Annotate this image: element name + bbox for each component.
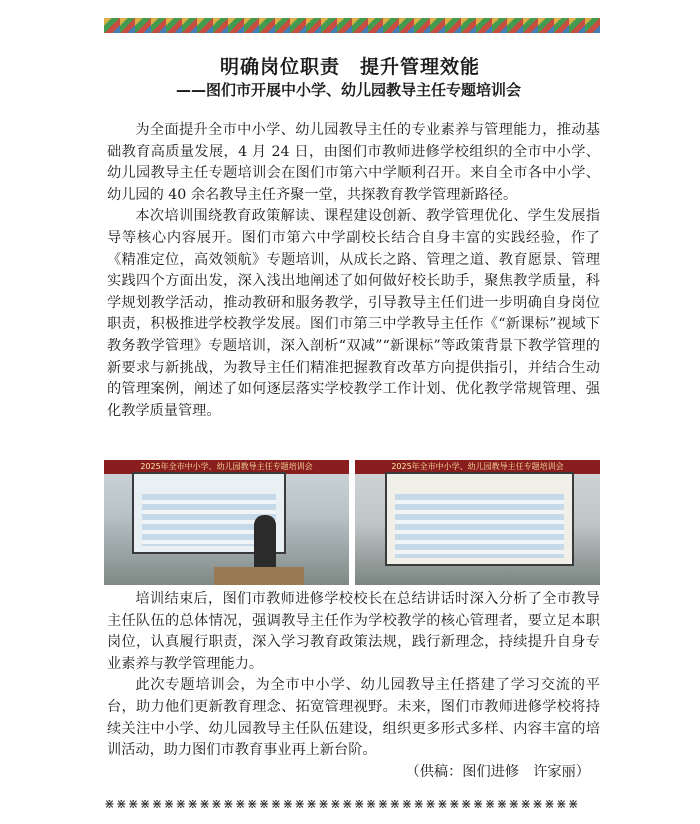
speaker-figure: [254, 515, 276, 570]
paragraph-3: 培训结束后，图们市教师进修学校校长在总结讲话时深入分析了全市教导主任队伍的总体情况，强调教导主任作为学校教学的核心管理者，要立足本职岗位，认真履行职责，深入学习教育政策法规，践行新理念，持续提升自身专业素养与教学管理能力。: [107, 591, 600, 672]
article-body-bottom: [107, 589, 600, 762]
article-credit: （供稿：图们进修 许家丽）: [405, 764, 590, 780]
podium: [214, 567, 304, 585]
paragraph-1: 为全面提升全市中小学、幼儿园教导主任的专业素养与管理能力，推动基础教育高质量发展，4 月 24 日，由图们市教师进修学校组织的全市中小学、幼儿园教导主任专题培训会在图们市第六中学顺利召开。来自全市各中小学、幼儿园的 40 余名教导主任齐聚一堂，共探教育教学管理新路径。: [107, 122, 600, 203]
photo-row: [104, 460, 600, 585]
article-body-top: [107, 120, 600, 422]
bottom-decorative-border: ⋇⋇⋇⋇⋇⋇⋇⋇⋇⋇⋇⋇⋇⋇⋇⋇⋇⋇⋇⋇⋇⋇⋇⋇⋇⋇⋇⋇⋇⋇⋇⋇⋇⋇⋇⋇⋇⋇⋇⋇: [104, 797, 580, 812]
paragraph-2: 本次培训围绕教育政策解读、课程建设创新、教学管理优化、学生发展指导等核心内容展开。图们市第六中学副校长结合自身丰富的实践经验，作了《精准定位，高效领航》专题培训，从成长之路、管理之道、教育愿景、管理实践四个方面出发，深入浅出地阐述了如何做好校长助手，聚焦教学质量，科学规划教学活动，推动教研和服务教学，引导教导主任们进一步明确自身岗位职责，积极推进学校教学发展。图们市第三中学教导主任作《“新课标”视域下教务教学管理》专题培训，深入剖析“双减”“新课标”等政策背景下教学管理的新要求与新挑战，为教导主任们精准把握教育改革方向提供指引，并结合生动的管理案例，阐述了如何逐层落实学校教学工作计划、优化教学常规管理、强化教学质量管理。: [107, 208, 600, 419]
article-subtitle: ——图们市开展中小学、幼儿园教导主任专题培训会: [176, 81, 522, 99]
paragraph-4: 此次专题培训会，为全市中小学、幼儿园教导主任搭建了学习交流的平台，助力他们更新教育理念、拓宽管理视野。未来，图们市教师进修学校将持续关注中小学、幼儿园教导主任队伍建设，组织更多形式多样、内容丰富的培训活动，助力图们市教育事业再上新台阶。: [107, 677, 600, 759]
photo-speaker-at-podium: [104, 460, 349, 585]
photo-banner-left: 2025年全市中小学、幼儿园教导主任专题培训会: [104, 460, 349, 474]
photo-banner-right: 2025年全市中小学、幼儿园教导主任专题培训会: [355, 460, 600, 474]
photo-projection-slide: [355, 460, 600, 585]
article-title: 明确岗位职责 提升管理效能: [219, 56, 480, 78]
top-decorative-border: [104, 18, 600, 33]
projection-screen: [385, 472, 574, 566]
